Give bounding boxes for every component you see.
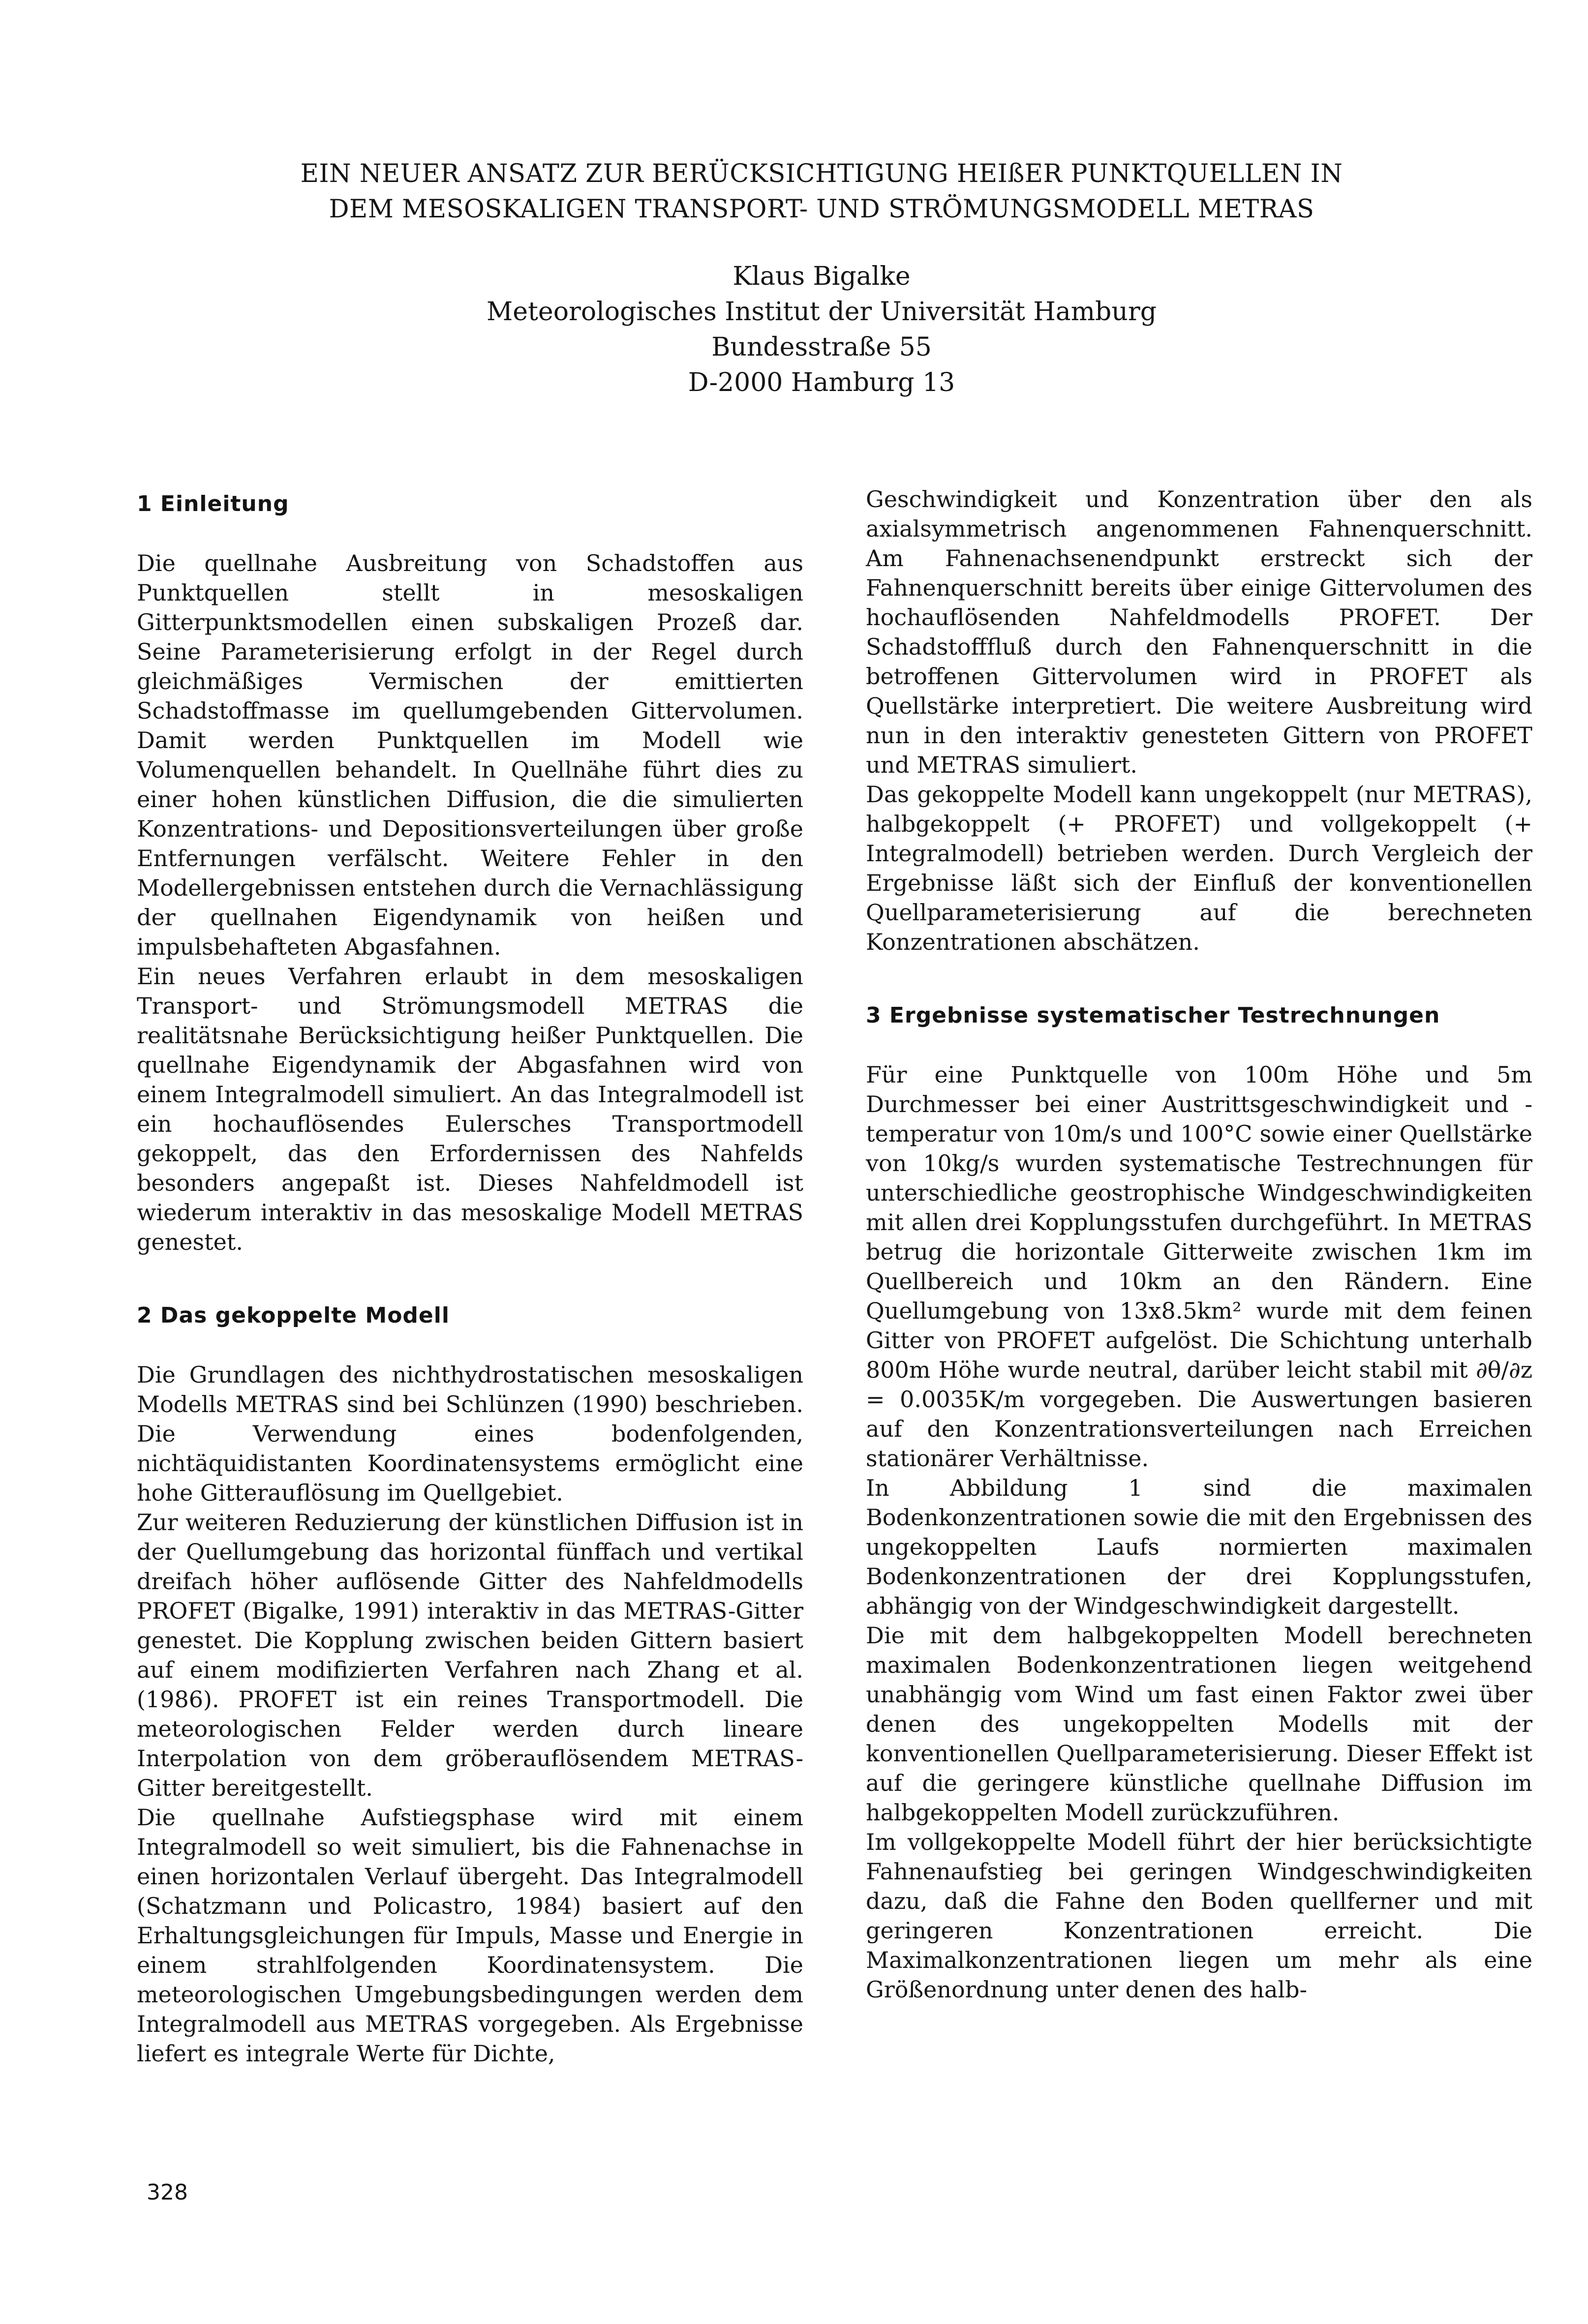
paper-title (187, 156, 1456, 227)
section-heading: 1 Einleitung (137, 491, 289, 516)
page-number: 328 (147, 2180, 188, 2205)
paragraph: Ein neues Verfahren erlaubt in dem mesoskaligen Transport- und Strömungsmodell METRAS die realitätsnahe Berücksichtigung heißer Punktquellen. Die quellnahe Eigendynamik der Abgasfahnen wird von einem Integralmodell simuliert. An das Integralmodell ist ein hochauflösendes Eulersches Transportmodell gekoppelt, das den Erfordernissen des Nahfelds besonders angepaßt ist. Dieses Nahfeldmodell ist wiederum interaktiv in das mesoskalige Modell METRAS genestet. (137, 963, 803, 1255)
left-column (137, 489, 803, 2068)
paragraph: Für eine Punktquelle von 100m Höhe und 5m Durchmesser bei einer Austrittsgeschwindigkeit und -temperatur von 10m/s und 100°C sowie einer Quellstärke von 10kg/s wurden systematische Testrechnungen für unterschiedliche geostrophische Windgeschwindigkeiten mit allen drei Kopplungsstufen durchgeführt. In METRAS betrug die horizontale Gitterweite zwischen 1km im Quellbereich und 10km an den Rändern. Eine Quellumgebung von 13x8.5km² wurde mit dem feinen Gitter von PROFET aufgelöst. Die Schichtung unterhalb 800m Höhe wurde neutral, darüber leicht stabil mit ∂θ/∂z = 0.0035K/m vorgegeben. Die Auswertungen basieren auf den Konzentrationsverteilungen nach Erreichen stationärer Verhältnisse. (866, 1061, 1532, 1472)
paragraph: Das gekoppelte Modell kann ungekoppelt (nur METRAS), halbgekoppelt (+ PROFET) und vollgekoppelt (+ Integralmodell) betrieben werden. Durch Vergleich der Ergebnisse läßt sich der Einfluß der konventionellen Quellparameterisierung auf die berechneten Konzentrationen abschätzen. (866, 781, 1532, 955)
affiliation-line: Meteorologisches Institut der Universität Hamburg (487, 297, 1157, 327)
paragraph: Zur weiteren Reduzierung der künstlichen Diffusion ist in der Quellumgebung das horizontal fünffach und vertikal dreifach höher auflösende Gitter des Nahfeldmodells PROFET (Bigalke, 1991) interaktiv in das METRAS-Gitter genestet. Die Kopplung zwischen beiden Gittern basiert auf einem modifizierten Verfahren nach Zhang et al. (1986). PROFET ist ein reines Transportmodell. Die meteorologischen Felder werden durch lineare Interpolation von dem gröberauflösendem METRAS-Gitter bereitgestellt. (137, 1509, 803, 1801)
paragraph: Die quellnahe Aufstiegsphase wird mit einem Integralmodell so weit simuliert, bis die Fahnenachse in einen horizontalen Verlauf übergeht. Das Integralmodell (Schatzmann und Policastro, 1984) basiert auf den Erhaltungsgleichungen für Impuls, Masse und Energie in einem strahlfolgenden Koordinatensystem. Die meteorologischen Umgebungsbedingungen werden dem Integralmodell aus METRAS vorgegeben. Als Ergebnisse liefert es integrale Werte für Dichte, (137, 1804, 803, 2067)
author-block (344, 259, 1299, 400)
paragraph: Im vollgekoppelte Modell führt der hier berücksichtigte Fahnenaufstieg bei geringen Windgeschwindigkeiten dazu, daß die Fahne den Boden quellferner und mit geringeren Konzentrationen erreicht. Die Maximalkonzentrationen liegen um mehr als eine Größenordnung unter denen des halb- (866, 1829, 1532, 2003)
title-line: DEM MESOSKALIGEN TRANSPORT- UND STRÖMUNGSMODELL METRAS (329, 195, 1314, 224)
paragraph: Die Grundlagen des nichthydrostatischen mesoskaligen Modells METRAS sind bei Schlünzen (1990) beschrieben. Die Verwendung eines bodenfolgenden, nichtäquidistanten Koordinatensystems ermöglicht eine hohe Gitterauflösung im Quellgebiet. (137, 1361, 803, 1506)
affiliation-line: Bundesstraße 55 (711, 332, 932, 362)
section-heading: 3 Ergebnisse systematischer Testrechnungen (866, 1003, 1440, 1028)
title-line: EIN NEUER ANSATZ ZUR BERÜCKSICHTIGUNG HEIßER PUNKTQUELLEN IN (300, 159, 1343, 188)
right-column (866, 486, 1532, 2004)
affiliation-line: D-2000 Hamburg 13 (688, 368, 955, 397)
author-name: Klaus Bigalke (733, 262, 911, 291)
section-heading: 2 Das gekoppelte Modell (137, 1303, 450, 1328)
paragraph: Die quellnahe Ausbreitung von Schadstoffen aus Punktquellen stellt in mesoskaligen Gitterpunktsmodellen einen subskaligen Prozeß dar. Seine Parameterisierung erfolgt in der Regel durch gleichmäßiges Vermischen der emittierten Schadstoffmasse im quellumgebenden Gittervolumen. Damit werden Punktquellen im Modell wie Volumenquellen behandelt. In Quellnähe führt dies zu einer hohen künstlichen Diffusion, die die simulierten Konzentrations- und Depositionsverteilungen über große Entfernungen verfälscht. Weitere Fehler in den Modellergebnissen entstehen durch die Vernachlässigung der quellnahen Eigendynamik von heißen und impulsbehafteten Abgasfahnen. (137, 550, 803, 960)
paragraph: Geschwindigkeit und Konzentration über den als axialsymmetrisch angenommenen Fahnenquerschnitt. Am Fahnenachsenendpunkt erstreckt sich der Fahnenquerschnitt bereits über einige Gittervolumen des hochauflösenden Nahfeldmodells PROFET. Der Schadstofffluß durch den Fahnenquerschnitt in die betroffenen Gittervolumen wird in PROFET als Quellstärke interpretiert. Die weitere Ausbreitung wird nun in den interaktiv genesteten Gittern von PROFET und METRAS simuliert. (866, 486, 1532, 778)
paragraph: Die mit dem halbgekoppelten Modell berechneten maximalen Bodenkonzentrationen liegen weitgehend unabhängig vom Wind um fast einen Faktor zwei über denen des ungekoppelten Modells mit der konventionellen Quellparameterisierung. Dieser Effekt ist auf die geringere künstliche quellnahe Diffusion im halbgekoppelten Modell zurückzuführen. (866, 1622, 1532, 1826)
paragraph: In Abbildung 1 sind die maximalen Bodenkonzentrationen sowie die mit den Ergebnissen des ungekoppelten Laufs normierten maximalen Bodenkonzentrationen der drei Kopplungsstufen, abhängig von der Windgeschwindigkeit dargestellt. (866, 1475, 1532, 1619)
